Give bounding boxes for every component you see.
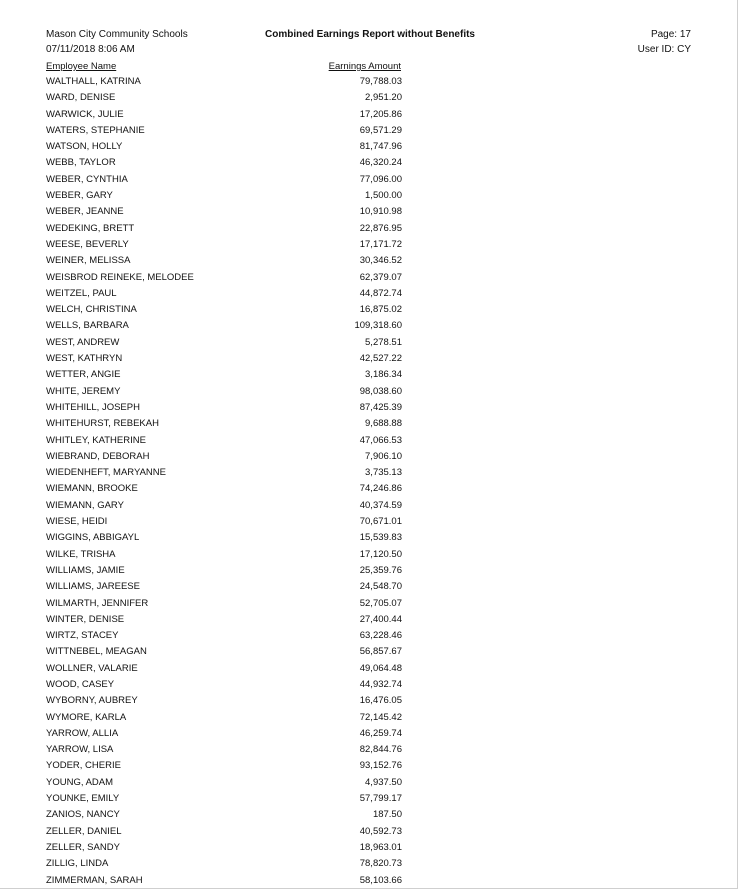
table-row: [46, 318, 402, 334]
earnings-amount: 44,872.74: [359, 287, 402, 299]
earnings-amount: 2,951.20: [365, 92, 402, 104]
table-row: [46, 693, 402, 709]
table-row: [46, 807, 402, 823]
table-row: [46, 775, 402, 791]
earnings-amount: 15,539.83: [359, 532, 402, 544]
earnings-amount: 27,400.44: [359, 613, 402, 625]
earnings-amount: 17,205.86: [359, 108, 402, 120]
table-row: [46, 204, 402, 220]
earnings-amount: 24,548.70: [359, 581, 402, 593]
employee-name: ZIMMERMAN, SARAH: [46, 874, 143, 886]
column-header-earnings-amount: Earnings Amount: [328, 61, 401, 72]
employee-name: WINTER, DENISE: [46, 613, 125, 625]
earnings-amount: 46,259.74: [359, 727, 402, 739]
employee-name: WIEMANN, BROOKE: [46, 483, 138, 495]
earnings-amount: 109,318.60: [354, 320, 402, 332]
table-row: [46, 172, 402, 188]
employee-name: WEST, ANDREW: [46, 336, 120, 348]
employee-name: WEITZEL, PAUL: [46, 287, 117, 299]
table-row: [46, 726, 402, 742]
table-row: [46, 628, 402, 644]
earnings-amount: 3,186.34: [365, 369, 402, 381]
employee-name: WEISBROD REINEKE, MELODEE: [46, 271, 194, 283]
employee-name: WIEDENHEFT, MARYANNE: [46, 467, 166, 479]
employee-name: WHITE, JEREMY: [46, 385, 121, 397]
table-row: [46, 612, 402, 628]
employee-name: YARROW, ALLIA: [46, 727, 119, 739]
table-row: [46, 514, 402, 530]
earnings-amount: 7,906.10: [365, 450, 402, 462]
employee-name: WILMARTH, JENNIFER: [46, 597, 149, 609]
report-header-left: [46, 27, 188, 57]
table-row: [46, 661, 402, 677]
table-row: [46, 155, 402, 171]
earnings-amount: 74,246.86: [359, 483, 402, 495]
table-row: [46, 465, 402, 481]
earnings-amount: 40,374.59: [359, 499, 402, 511]
employee-name: ZANIOS, NANCY: [46, 809, 120, 821]
report-datetime: 07/11/2018 8:06 AM: [46, 44, 135, 55]
table-row: [46, 237, 402, 253]
employee-name: WEBER, CYNTHIA: [46, 173, 128, 185]
earnings-amount: 17,171.72: [359, 238, 402, 250]
table-row: [46, 758, 402, 774]
earnings-amount: 52,705.07: [359, 597, 402, 609]
report-header-right: [638, 27, 691, 57]
employee-name: WETTER, ANGIE: [46, 369, 121, 381]
employee-name: WILKE, TRISHA: [46, 548, 116, 560]
earnings-amount: 40,592.73: [359, 825, 402, 837]
employee-name: WHITEHILL, JOSEPH: [46, 401, 140, 413]
table-row: [46, 498, 402, 514]
employee-name: ZILLIG, LINDA: [46, 858, 109, 870]
table-row: [46, 270, 402, 286]
earnings-amount: 3,735.13: [365, 467, 402, 479]
earnings-amount: 46,320.24: [359, 157, 402, 169]
table-row: [46, 579, 402, 595]
earnings-amount: 25,359.76: [359, 564, 402, 576]
earnings-amount: 9,688.88: [365, 418, 402, 430]
employee-name: WEST, KATHRYN: [46, 353, 123, 365]
table-row: [46, 188, 402, 204]
report-title: Combined Earnings Report without Benefits: [264, 29, 475, 40]
table-row: [46, 416, 402, 432]
table-row: [46, 400, 402, 416]
employee-name: YODER, CHERIE: [46, 760, 121, 772]
employee-name: WIEMANN, GARY: [46, 499, 124, 511]
earnings-amount: 5,278.51: [365, 336, 402, 348]
earnings-amount: 77,096.00: [359, 173, 402, 185]
employee-name: WITTNEBEL, MEAGAN: [46, 646, 147, 658]
table-row: [46, 351, 402, 367]
table-row: [46, 677, 402, 693]
earnings-amount: 87,425.39: [359, 401, 402, 413]
employee-name: WARD, DENISE: [46, 92, 116, 104]
table-row: [46, 530, 402, 546]
earnings-amount: 57,799.17: [359, 793, 402, 805]
table-row: [46, 139, 402, 155]
employee-name: WOLLNER, VALARIE: [46, 662, 138, 674]
earnings-amount: 79,788.03: [359, 76, 402, 87]
earnings-amount: 18,963.01: [359, 841, 402, 853]
employee-name: WEINER, MELISSA: [46, 255, 131, 267]
earnings-amount: 62,379.07: [359, 271, 402, 283]
employee-name: WEBB, TAYLOR: [46, 157, 116, 169]
earnings-amount: 4,937.50: [365, 776, 402, 788]
table-row: [46, 123, 402, 139]
earnings-amount: 44,932.74: [359, 678, 402, 690]
table-row: [46, 74, 402, 90]
user-id: User ID: CY: [637, 44, 691, 55]
table-row: [46, 253, 402, 269]
page-number: Page: 17: [650, 29, 691, 40]
earnings-amount: 81,747.96: [359, 141, 402, 153]
table-row: [46, 302, 402, 318]
table-row: [46, 710, 402, 726]
employee-name: YOUNG, ADAM: [46, 776, 114, 788]
employee-name: ZELLER, SANDY: [46, 841, 120, 853]
employee-name: WHITLEY, KATHERINE: [46, 434, 146, 446]
employee-earnings-list: [46, 74, 402, 889]
earnings-amount: 56,857.67: [359, 646, 402, 658]
earnings-amount: 22,876.95: [359, 222, 402, 234]
employee-name: WEBER, GARY: [46, 190, 113, 202]
earnings-amount: 10,910.98: [359, 206, 402, 218]
employee-name: WALTHALL, KATRINA: [46, 76, 141, 87]
employee-name: WILLIAMS, JAREESE: [46, 581, 140, 593]
table-row: [46, 286, 402, 302]
employee-name: WYBORNY, AUBREY: [46, 695, 138, 707]
employee-name: WIEBRAND, DEBORAH: [46, 450, 150, 462]
table-row: [46, 481, 402, 497]
table-row: [46, 742, 402, 758]
earnings-amount: 16,476.05: [359, 695, 402, 707]
table-row: [46, 107, 402, 123]
earnings-amount: 72,145.42: [359, 711, 402, 723]
employee-name: WELLS, BARBARA: [46, 320, 129, 332]
earnings-amount: 16,875.02: [359, 304, 402, 316]
organization-name: Mason City Community Schools: [46, 29, 188, 40]
table-row: [46, 824, 402, 840]
employee-name: WYMORE, KARLA: [46, 711, 127, 723]
table-row: [46, 856, 402, 872]
table-row: [46, 90, 402, 106]
earnings-amount: 70,671.01: [359, 516, 402, 528]
earnings-amount: 187.50: [372, 809, 402, 821]
employee-name: YARROW, LISA: [46, 744, 114, 756]
table-row: [46, 335, 402, 351]
table-row: [46, 563, 402, 579]
employee-name: WIESE, HEIDI: [46, 516, 108, 528]
earnings-amount: 93,152.76: [359, 760, 402, 772]
employee-name: WHITEHURST, REBEKAH: [46, 418, 159, 430]
earnings-amount: 30,346.52: [359, 255, 402, 267]
earnings-amount: 47,066.53: [359, 434, 402, 446]
earnings-amount: 82,844.76: [359, 744, 402, 756]
employee-name: WATSON, HOLLY: [46, 141, 123, 153]
employee-name: WEESE, BEVERLY: [46, 238, 129, 250]
table-row: [46, 433, 402, 449]
table-row: [46, 596, 402, 612]
earnings-amount: 58,103.66: [359, 874, 402, 886]
earnings-amount: 69,571.29: [359, 124, 402, 136]
employee-name: WARWICK, JULIE: [46, 108, 124, 120]
earnings-amount: 1,500.00: [365, 190, 402, 202]
earnings-amount: 98,038.60: [359, 385, 402, 397]
table-row: [46, 644, 402, 660]
employee-name: WOOD, CASEY: [46, 678, 115, 690]
table-row: [46, 367, 402, 383]
employee-name: WEBER, JEANNE: [46, 206, 124, 218]
employee-name: WIRTZ, STACEY: [46, 630, 119, 642]
table-row: [46, 873, 402, 889]
column-header-employee-name: Employee Name: [46, 61, 117, 72]
employee-name: WELCH, CHRISTINA: [46, 304, 137, 316]
earnings-amount: 17,120.50: [359, 548, 402, 560]
table-row: [46, 791, 402, 807]
employee-name: WILLIAMS, JAMIE: [46, 564, 125, 576]
earnings-amount: 78,820.73: [359, 858, 402, 870]
employee-name: WIGGINS, ABBIGAYL: [46, 532, 140, 544]
employee-name: ZELLER, DANIEL: [46, 825, 122, 837]
earnings-amount: 42,527.22: [359, 353, 402, 365]
table-row: [46, 840, 402, 856]
table-row: [46, 449, 402, 465]
table-row: [46, 384, 402, 400]
table-row: [46, 221, 402, 237]
table-row: [46, 547, 402, 563]
employee-name: YOUNKE, EMILY: [46, 793, 120, 805]
earnings-amount: 49,064.48: [359, 662, 402, 674]
employee-name: WEDEKING, BRETT: [46, 222, 135, 234]
earnings-amount: 63,228.46: [359, 630, 402, 642]
employee-name: WATERS, STEPHANIE: [46, 124, 145, 136]
